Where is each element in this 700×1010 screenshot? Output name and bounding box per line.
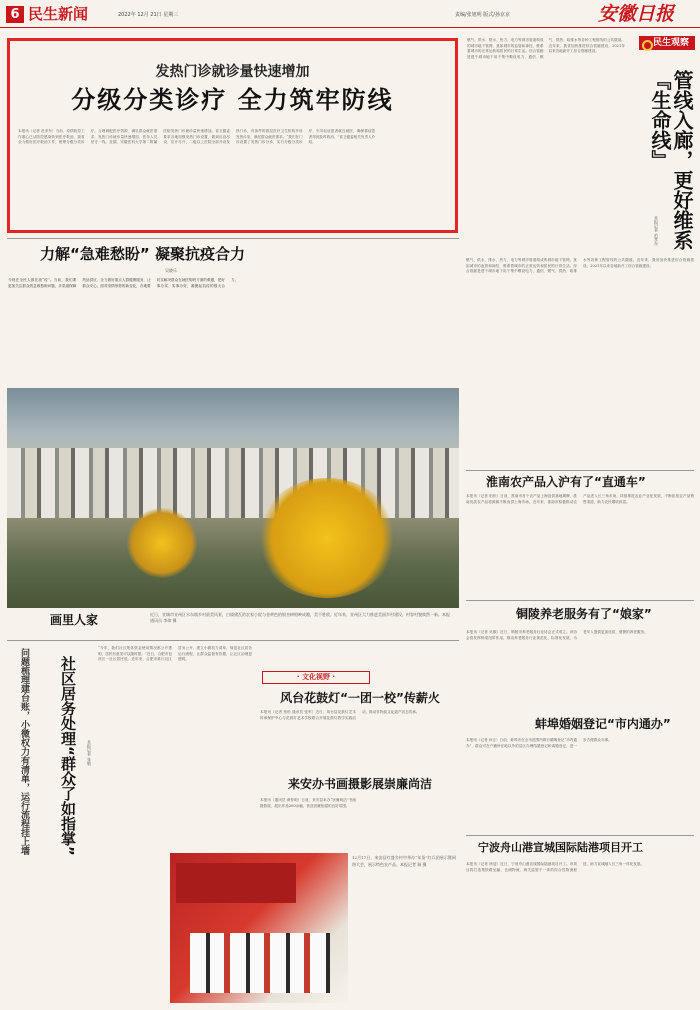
page-number: 6 — [6, 6, 24, 23]
culture-story2-title: 来安办书画摄影展崇廉尚洁 — [287, 777, 432, 791]
people-in-white — [190, 933, 330, 993]
photo2-caption: 12月17日，来安县红盛乡村中举办“年货”红兵团展示暨网络大会，展示特色农产品。本报记者 瑞 摄 — [352, 855, 456, 867]
article-huainan-title: 淮南农产品入沪有了“直通车” — [486, 475, 646, 489]
village-landscape-photo — [7, 388, 459, 608]
article-huainan-body: 本报讯（记者 柏松）日前，淮南市首个农产品上海直供基地揭牌，淮南优质农产品将源源不断直供上海市场。近年来，淮南市积极推动农产品进入长三角市场，持续推进农业产业化发展，不断拓宽农产品销售渠道，助力农民增收致富。 — [466, 494, 694, 504]
community-deck: 问题梳理建台账，小微权力有清单，运行流程挂上墙 — [19, 648, 29, 855]
observation-byline: 本报记者 范孝东 — [654, 216, 659, 246]
editor-credits: 责编/张旭明 版式/孙京京 — [455, 12, 510, 18]
booth-event-photo — [170, 853, 348, 1003]
community-body: “今年，我们社区集体资金使用情况都公开透明，居民有意见可以随时提。”近日，合肥市包河区一社区居民说。近年来，合肥市推行社区居务公开，建立小微权力清单，规范社区居务运行流程，让群众监督有依据，让社区治理更透明。 — [98, 646, 252, 662]
lead-story[interactable] — [7, 38, 458, 233]
article-bengbu-title: 蚌埠婚姻登记“市内通办” — [535, 717, 671, 731]
section-divider — [7, 640, 459, 641]
community-byline: 本报记者 张敏 — [87, 740, 92, 766]
section-name: 民生新闻 — [28, 5, 89, 23]
commentary-body: 今现在全民人都在战“疫”。当前，我们要更加关注群众的急难愁盼问题，多渠道保障药品供应，全力做好重点人群健康服务，让群众安心。面对疫情形势的新变化，各地要切实解决群众在就医购药方面的难题，把好事办实、实事办好，凝聚起抗疫的强大合力。 — [8, 278, 239, 288]
lead-headline: 分级分类诊疗 全力筑牢防线 — [71, 86, 394, 114]
culture-story1-title: 风台花鼓灯“一团一校”传薪火 — [280, 691, 440, 705]
culture-story1-body: 本报讯（记者 柏松 通讯员 张军）近日，凤台县花鼓灯艺术传承保护中心与花鼓灯艺术学校联合开展花鼓灯教学实践活动，推动非物质文化遗产活态传承。 — [260, 710, 420, 720]
page-header — [0, 0, 700, 28]
photo1-title: 画里人家 — [50, 613, 99, 627]
ginkgo-tree — [127, 508, 197, 578]
observation-continued: 燃气、供水、排水、热力、电力等城市管道构成的城市地下管网，犹如城市的血管和神经，维系着城市的正常运转和居民的日常生活。综合管廊是建于城市地下用于集中敷设电力、通信、燃气、供热、给排水等各种工程管线的公共隧道。近年来，我省加快推进综合管廊建设，2021年以来各地新开工综合管廊建设。 — [466, 258, 694, 274]
lead-body: 本报讯（记者 范孝东）当前，疫情防控工作重心已从防控感染转到医疗救治。我省全力做好医疗救治工作，统筹分级分类诊疗，合理调配医疗资源，满足群众就医需求，发热门诊就诊量快速增加，医务人员坚守一线。近期，安徽医科大学第二附属医院发热门诊就诊量快速增加。省卫健委要求各地加强发热门诊设置，做到应设尽设、应开尽开，二级以上医院全部开设发热门诊，有条件的基层医疗卫生机构开设发热诊室，满足群众就医需求。“我们在门诊设置了发热门诊分诊，实行分级分类诊疗，引导轻症患者就近就医，确保重症患者得到及时救治。”省卫健委相关负责人介绍。 — [18, 129, 376, 145]
article-ningbo-title: 宁波舟山港宣城国际陆港项目开工 — [478, 841, 643, 854]
commentary-byline: 吴晓乐 — [165, 268, 177, 273]
article-divider — [466, 470, 694, 471]
photo1-caption: 近日，宣城市宣州区水东镇乡村最美风景，白墙黛瓦的农家小院与金黄色的银杏树相映成趣，美不胜收。近年来，宣州区大力推进美丽乡村建设，村容村貌焕然一新。本报通讯员 李璋 摄 — [150, 612, 450, 623]
article-ningbo-body: 本报讯（记者 徐迎）近日，宁波舟山港宣城国际陆港项目开工。该项目将打造集铁路运输、仓储物流、海关监管于一体的综合性物流枢纽，助力宣城融入长三角一体化发展。 — [466, 862, 645, 872]
red-banner — [176, 863, 296, 903]
article-tongling-body: 本报讯（记者 吴顺）近日，铜陵市养老服务行业协会正式成立。该协会将发挥桥梁纽带作用，推动养老服务行业规范化、标准化发展，为老年人提供更加优质、便捷的养老服务。 — [466, 630, 648, 640]
lead-kicker: 发热门诊就诊量快速增加 — [155, 64, 310, 80]
observation-title: 管线入廊，更好维系『生命线』 — [648, 70, 694, 250]
newspaper-logo: 安徽日报 — [598, 3, 675, 25]
article-divider — [466, 835, 694, 836]
observation-column[interactable] — [463, 36, 695, 254]
observation-tag: 民生观察 — [639, 36, 695, 50]
issue-date: 2022年 12月 21日 星期三 — [118, 12, 179, 18]
observation-body: 燃气、供水、排水、热力、电力等城市管道构成的城市地下管网，犹如城市的血管和神经，维系着城市的正常运转和居民的日常生活。综合管廊是建于城市地下用于集中敷设电力、通信、燃气、供热、给排水等各种工程管线的公共隧道。近年来，我省加快推进综合管廊建设，2021年以来各地新开工综合管廊建设。 — [467, 38, 625, 59]
culture-section-tag: · 文化视野 · — [262, 671, 370, 684]
article-tongling-title: 铜陵养老服务有了“娘家” — [516, 607, 652, 621]
article-divider — [466, 600, 694, 601]
article-bengbu-body: 本报讯（记者 孙言）日前，蚌埠市在全市范围内推行婚姻登记“市内通办”，群众可在户籍所在地以外的县区办理结婚登记和离婚登记，进一步方便群众办事。 — [466, 738, 612, 748]
village-houses — [7, 448, 459, 518]
commentary-title: 力解“急难愁盼” 凝聚抗疫合力 — [40, 245, 245, 263]
section-divider — [7, 238, 459, 239]
ginkgo-tree — [257, 478, 397, 598]
community-headline: 社区居务处理“群众了如指掌” — [59, 656, 77, 856]
culture-story2-body: 本报讯（通讯员 黄仲明）日前，来安县举办“崇廉尚洁”书画摄影展，展出作品200余幅，营造崇廉拒腐的良好氛围。 — [260, 798, 356, 808]
